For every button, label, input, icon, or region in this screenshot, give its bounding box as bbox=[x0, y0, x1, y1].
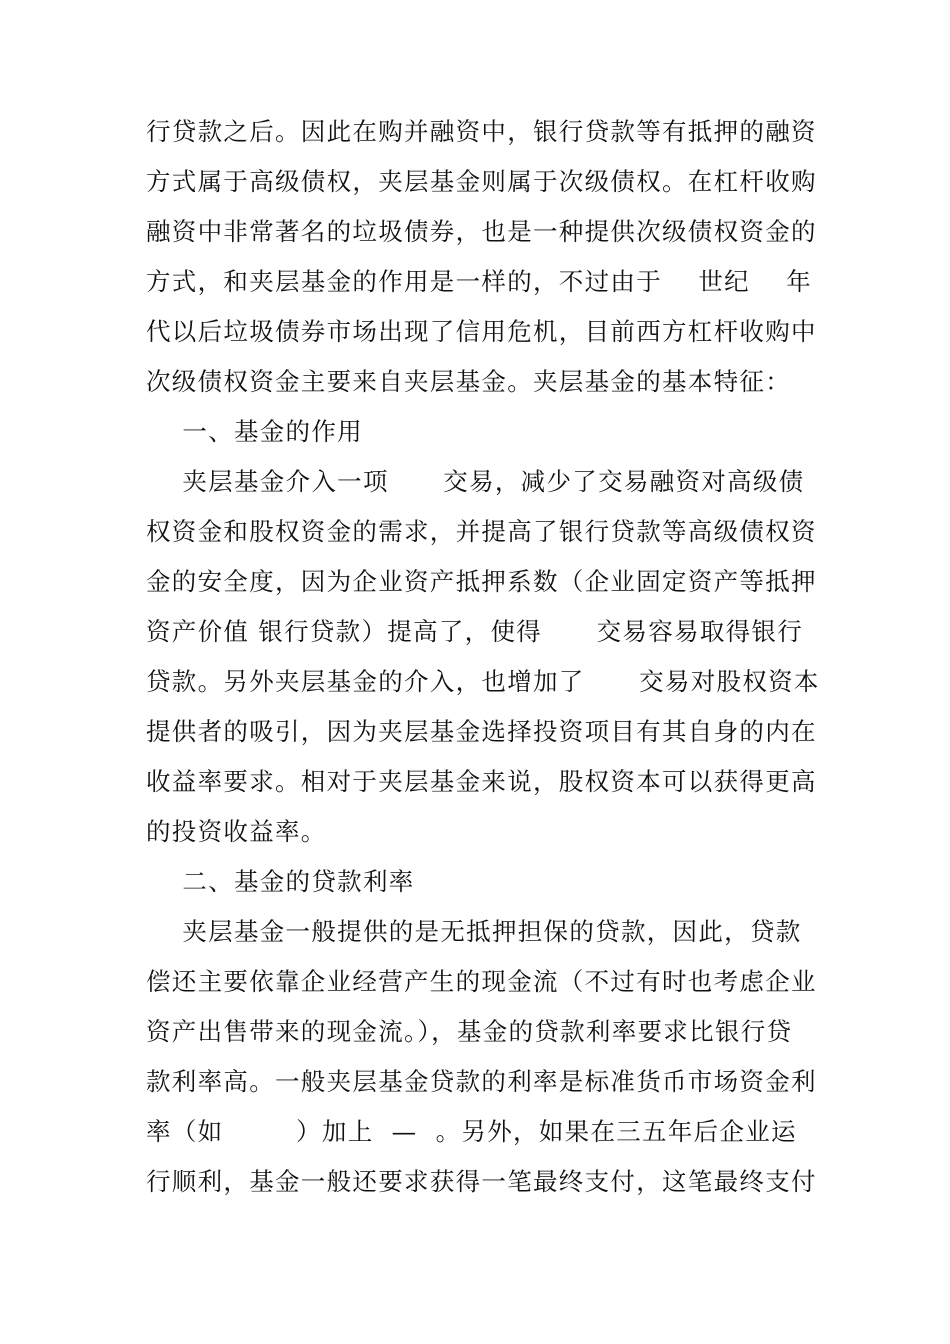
text-line: 偿还主要依靠企业经营产生的现金流（不过有时也考虑企业 bbox=[146, 967, 817, 996]
section-heading: 二、基金的贷款利率 bbox=[146, 867, 415, 896]
text-line: 收益率要求。相对于夹层基金来说，股权资本可以获得更高 bbox=[146, 767, 817, 796]
text-line: 金的安全度，因为企业资产抵押系数（企业固定资产等抵押 bbox=[146, 567, 817, 596]
text-line: 资产出售带来的现金流。），基金的贷款利率要求比银行贷 bbox=[146, 1017, 793, 1046]
text-line: 款利率高。一般夹层基金贷款的利率是标准货币市场资金利 bbox=[146, 1067, 817, 1096]
text-line: 代以后垃圾债券市场出现了信用危机，目前西方杠杆收购中 bbox=[146, 317, 817, 346]
text-line: 次级债权资金主要来自夹层基金。夹层基金的基本特征： bbox=[146, 367, 791, 396]
text-line: 夹层基金介入一项 交易，减少了交易融资对高级债 bbox=[146, 467, 805, 496]
section-heading: 一、基金的作用 bbox=[146, 417, 363, 446]
text-line: 行贷款之后。因此在购并融资中，银行贷款等有抵押的融资 bbox=[146, 117, 817, 146]
text-line: 夹层基金一般提供的是无抵押担保的贷款，因此，贷款 bbox=[146, 917, 802, 946]
text-line: 权资金和股权资金的需求，并提高了银行贷款等高级债权资 bbox=[146, 517, 817, 546]
text-line: 方式属于高级债权，夹层基金则属于次级债权。在杠杆收购 bbox=[146, 167, 817, 196]
text-line: 的投资收益率。 bbox=[146, 817, 327, 846]
text-line: 行顺利，基金一般还要求获得一笔最终支付，这笔最终支付 bbox=[146, 1167, 817, 1196]
text-line: 提供者的吸引，因为夹层基金选择投资项目有其自身的内在 bbox=[146, 717, 817, 746]
text-line: 贷款。另外夹层基金的介入，也增加了 交易对股权资本 bbox=[146, 667, 820, 696]
text-line: 率（如 ）加上 — 。另外，如果在三五年后企业运 bbox=[146, 1117, 797, 1146]
text-line: 方式，和夹层基金的作用是一样的，不过由于 世纪 年 bbox=[146, 267, 813, 296]
text-line: 融资中非常著名的垃圾债券，也是一种提供次级债权资金的 bbox=[146, 217, 817, 246]
text-line: 资产价值 银行贷款）提高了，使得 交易容易取得银行 bbox=[146, 617, 804, 646]
